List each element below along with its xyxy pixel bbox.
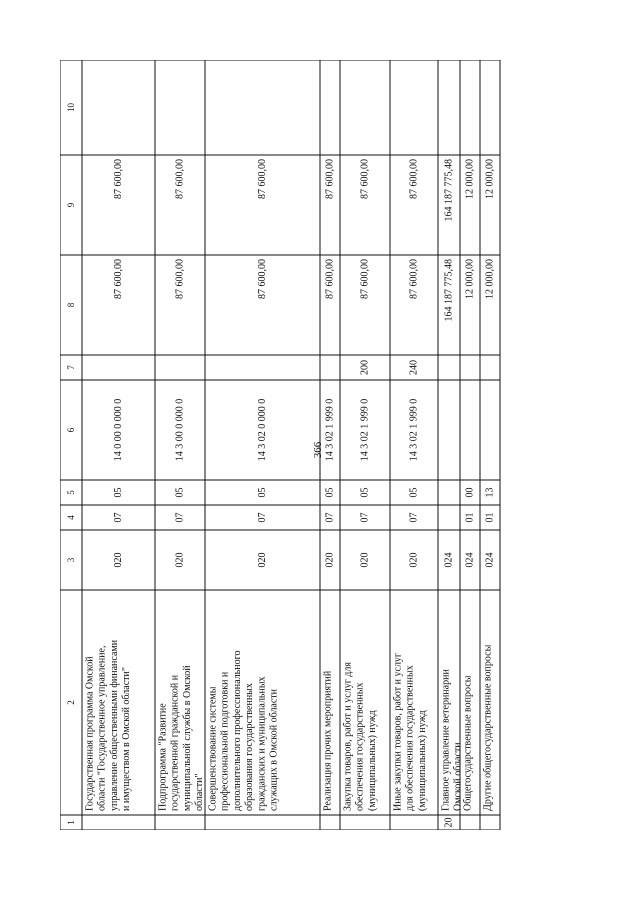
row-description-line: (муниципальных) нужд <box>366 710 378 811</box>
column-header: 8 <box>66 302 76 308</box>
amount-value: 164 187 775,48 <box>443 259 455 322</box>
row-description-line: Государственная программа Омской <box>84 656 96 811</box>
column-header: 3 <box>66 557 76 563</box>
code-value: 024 <box>443 552 455 568</box>
amount-value: 87 600,00 <box>359 159 371 199</box>
row-description-line: Подпрограмма "Развитие <box>157 703 169 811</box>
row-description-line: области "Государственное управление, <box>96 645 108 811</box>
row-description-line: гражданских и муниципальных <box>256 676 268 811</box>
column-header: 10 <box>66 103 76 112</box>
column-header: 9 <box>66 202 76 208</box>
code-value: 14 3 00 0 000 0 <box>174 398 186 462</box>
column-header: 6 <box>66 427 76 433</box>
row-description-line: и имуществом в Омской области" <box>121 667 133 811</box>
code-value: 07 <box>408 512 420 523</box>
code-value: 05 <box>257 487 268 498</box>
row-description-line: Реализация прочих мероприятий <box>322 670 334 811</box>
amount-value: 87 600,00 <box>359 259 371 299</box>
code-value: 020 <box>257 552 268 568</box>
amount-value: 87 600,00 <box>113 259 124 299</box>
code-value: 00 <box>464 487 476 498</box>
column-header: 2 <box>66 700 76 705</box>
code-value: 07 <box>324 512 336 523</box>
code-value: 020 <box>324 552 336 568</box>
code-value: 14 0 00 0 000 0 <box>113 398 124 462</box>
column-header: 4 <box>66 515 76 520</box>
code-value: 14 3 02 1 999 0 <box>408 398 420 462</box>
row-description-line: (муниципальных) нужд <box>416 710 428 811</box>
code-value: 05 <box>408 487 420 498</box>
code-value: 14 3 02 1 999 0 <box>359 398 371 462</box>
code-value: 14 3 02 1 999 0 <box>324 398 336 462</box>
row-description-line: служащих в Омской области <box>268 688 280 811</box>
code-value: 05 <box>324 487 336 498</box>
amount-value: 87 600,00 <box>174 159 186 199</box>
amount-value: 87 600,00 <box>408 259 420 299</box>
code-value: 01 <box>464 512 476 523</box>
code-value: 05 <box>174 487 186 498</box>
code-value: 240 <box>408 360 420 375</box>
row-description-line: образования государственных <box>244 683 256 811</box>
row-description-line: Иные закупки товаров, работ и услуг <box>392 652 404 811</box>
row-description-line: Омской области <box>452 742 464 811</box>
table-cells <box>66 103 496 828</box>
row-description-line: муниципальной службы в Омской <box>181 665 193 811</box>
amount-value: 12 000,00 <box>464 159 476 199</box>
row-description-line: управление общественными финансами <box>108 639 120 811</box>
column-header: 1 <box>66 820 76 825</box>
row-description-line: обеспечения государственных <box>354 682 366 811</box>
code-value: 020 <box>174 552 186 568</box>
budget-table <box>60 60 600 830</box>
code-value: 07 <box>113 512 124 523</box>
code-value: 05 <box>359 487 371 498</box>
row-description-line: для обеспечения государственных <box>404 665 416 811</box>
amount-value: 12 000,00 <box>484 259 496 299</box>
column-header: 5 <box>66 490 76 495</box>
code-value: 07 <box>257 512 268 523</box>
amount-value: 87 600,00 <box>408 159 420 199</box>
page-number: 366 <box>312 441 324 459</box>
row-description-line: государственной гражданской и <box>169 674 181 811</box>
row-description-line: Совершенствование системы <box>207 686 219 811</box>
code-value: 07 <box>359 512 371 523</box>
column-header: 7 <box>66 365 76 370</box>
code-value: 01 <box>484 512 496 523</box>
code-value: 05 <box>113 487 124 498</box>
code-value: 20 <box>443 817 455 828</box>
amount-value: 87 600,00 <box>174 259 186 299</box>
amount-value: 87 600,00 <box>113 159 124 199</box>
amount-value: 12 000,00 <box>464 259 476 299</box>
row-description-line: области" <box>194 773 206 811</box>
amount-value: 87 600,00 <box>257 159 268 199</box>
code-value: 200 <box>359 360 371 375</box>
code-value: 13 <box>484 487 496 498</box>
code-value: 020 <box>359 552 371 568</box>
amount-value: 87 600,00 <box>324 159 336 199</box>
code-value: 020 <box>113 552 124 568</box>
amount-value: 164 187 775,48 <box>443 159 455 222</box>
code-value: 024 <box>484 552 496 568</box>
amount-value: 87 600,00 <box>324 259 336 299</box>
row-description-line: Другие общегосударственные вопросы <box>482 644 494 811</box>
row-description-line: Закупка товаров, работ и услуг для <box>342 662 354 811</box>
code-value: 14 3 02 0 000 0 <box>257 398 268 462</box>
code-value: 020 <box>408 552 420 568</box>
code-value: 07 <box>174 512 186 523</box>
code-value: 024 <box>464 552 476 568</box>
amount-value: 12 000,00 <box>484 159 496 199</box>
row-description-line: профессиональной подготовки и <box>219 671 231 811</box>
row-description-line: Главное управление ветеринарии <box>440 669 452 811</box>
row-description-line: дополнительного профессионального <box>231 650 243 811</box>
row-description-line: Общегосударственные вопросы <box>462 675 474 811</box>
amount-value: 87 600,00 <box>257 259 268 299</box>
